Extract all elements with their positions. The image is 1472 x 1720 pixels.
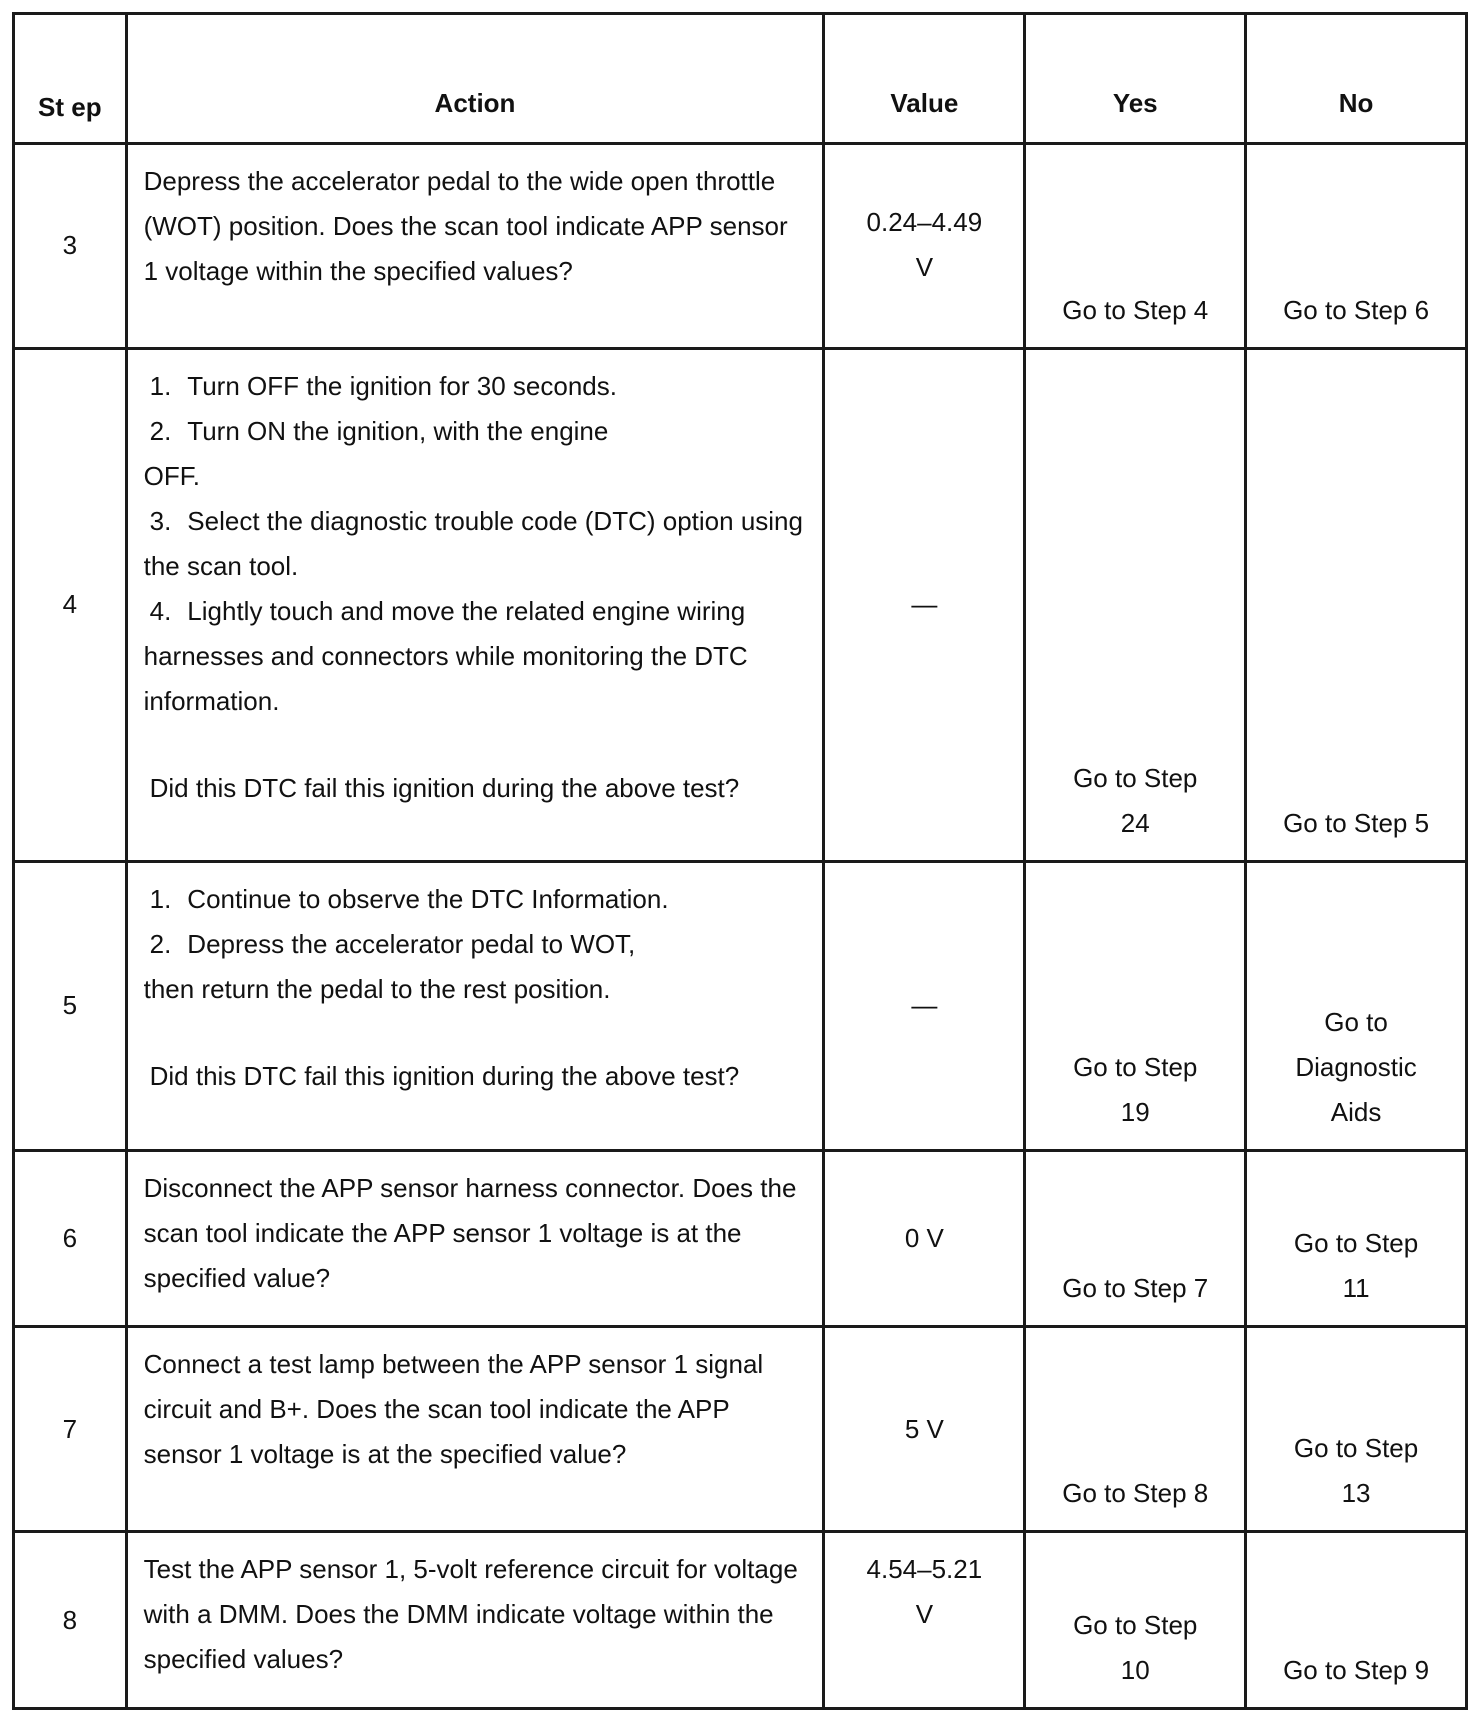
item-text: Turn ON the ignition, with the engine OFF. — [143, 415, 609, 491]
step-number: 4 — [14, 348, 127, 861]
action-question: Did this DTC fail this ignition during the above test? — [149, 772, 740, 803]
item-number: 1. — [149, 370, 172, 401]
table-row — [14, 1532, 1467, 1709]
no-text: Go to Step 11 — [1293, 1228, 1419, 1304]
yes-text: Go to Step 10 — [1073, 1610, 1198, 1685]
item-text: Lightly touch and move the related engine wiring harnesses and connectors while monitoring the DTC information. — [143, 595, 748, 716]
header-yes: Yes — [1025, 14, 1246, 144]
no-result — [1246, 1150, 1467, 1327]
action-text — [126, 861, 824, 1150]
list-item — [144, 409, 614, 499]
header-row — [14, 14, 1467, 144]
no-result: Go to Step 6 — [1246, 144, 1467, 349]
table-row — [14, 144, 1467, 349]
action-paragraph: Depress the accelerator pedal to the wide open throttle (WOT) position. Does the scan tool indicate APP sensor 1 voltage within the specified values? — [143, 166, 788, 286]
spec-value: — — [824, 348, 1025, 861]
list-item — [144, 499, 809, 589]
action-paragraph: Connect a test lamp between the APP sensor 1 signal circuit and B+. Does the scan tool indicate the APP sensor 1 voltage is at the specified value? — [143, 1349, 764, 1470]
no-result — [1246, 861, 1467, 1150]
list-item — [144, 589, 809, 724]
header-value: Value — [824, 14, 1025, 144]
no-text: Go to Step 13 — [1293, 1433, 1419, 1509]
header-step: St ep — [14, 14, 127, 144]
header-no: No — [1246, 14, 1467, 144]
action-question: Did this DTC fail this ignition during the above test? — [149, 1060, 740, 1091]
spec-value: 5 V — [824, 1327, 1025, 1532]
step-number: 6 — [14, 1150, 127, 1327]
action-paragraph: Test the APP sensor 1, 5-volt reference circuit for voltage with a DMM. Does the DMM indicate voltage within the specified values? — [143, 1554, 798, 1675]
table-row — [14, 861, 1467, 1150]
diagnostic-table — [12, 12, 1468, 1710]
yes-result — [1025, 348, 1246, 861]
table-row — [14, 1150, 1467, 1327]
value-text: 4.54–5.21 V — [866, 1554, 983, 1630]
yes-result: Go to Step 7 — [1025, 1150, 1246, 1327]
step-number: 5 — [14, 861, 127, 1150]
no-result: Go to Step 5 — [1246, 348, 1467, 861]
item-text: Turn OFF the ignition for 30 seconds. — [187, 370, 617, 401]
spec-value — [824, 1532, 1025, 1709]
item-number: 2. — [149, 928, 172, 959]
spec-value: 0 V — [824, 1150, 1025, 1327]
table-row — [14, 348, 1467, 861]
spec-value — [824, 144, 1025, 349]
item-number: 2. — [149, 415, 172, 446]
no-result — [1246, 1327, 1467, 1532]
item-number: 1. — [149, 883, 172, 914]
list-item — [144, 922, 664, 1012]
header-action: Action — [126, 14, 824, 144]
yes-result — [1025, 1532, 1246, 1709]
yes-text: Go to Step 24 — [1073, 762, 1198, 838]
item-text: Depress the accelerator pedal to WOT, then return the pedal to the rest position. — [143, 928, 636, 1004]
action-text — [126, 1150, 824, 1327]
action-paragraph: Disconnect the APP sensor harness connector. Does the scan tool indicate the APP sensor 1 voltage is at the specified value? — [143, 1172, 797, 1293]
step-number: 8 — [14, 1532, 127, 1709]
item-text: Continue to observe the DTC Information. — [187, 883, 669, 914]
no-result: Go to Step 9 — [1246, 1532, 1467, 1709]
table-row — [14, 1327, 1467, 1532]
no-text: Go to Diagnostic Aids — [1295, 1006, 1417, 1127]
item-number: 3. — [149, 505, 172, 536]
yes-result — [1025, 861, 1246, 1150]
yes-result: Go to Step 4 — [1025, 144, 1246, 349]
item-text: Select the diagnostic trouble code (DTC) option using the scan tool. — [143, 505, 803, 581]
action-text — [126, 1532, 824, 1709]
value-text: 0.24–4.49 V — [866, 207, 983, 282]
item-number: 4. — [149, 595, 172, 626]
list-item — [144, 364, 809, 409]
spec-value: — — [824, 861, 1025, 1150]
list-item — [144, 877, 809, 922]
action-text — [126, 1327, 824, 1532]
yes-text: Go to Step 19 — [1073, 1051, 1198, 1127]
step-number: 3 — [14, 144, 127, 349]
yes-result: Go to Step 8 — [1025, 1327, 1246, 1532]
step-number: 7 — [14, 1327, 127, 1532]
action-text — [126, 144, 824, 349]
action-text — [126, 348, 824, 861]
